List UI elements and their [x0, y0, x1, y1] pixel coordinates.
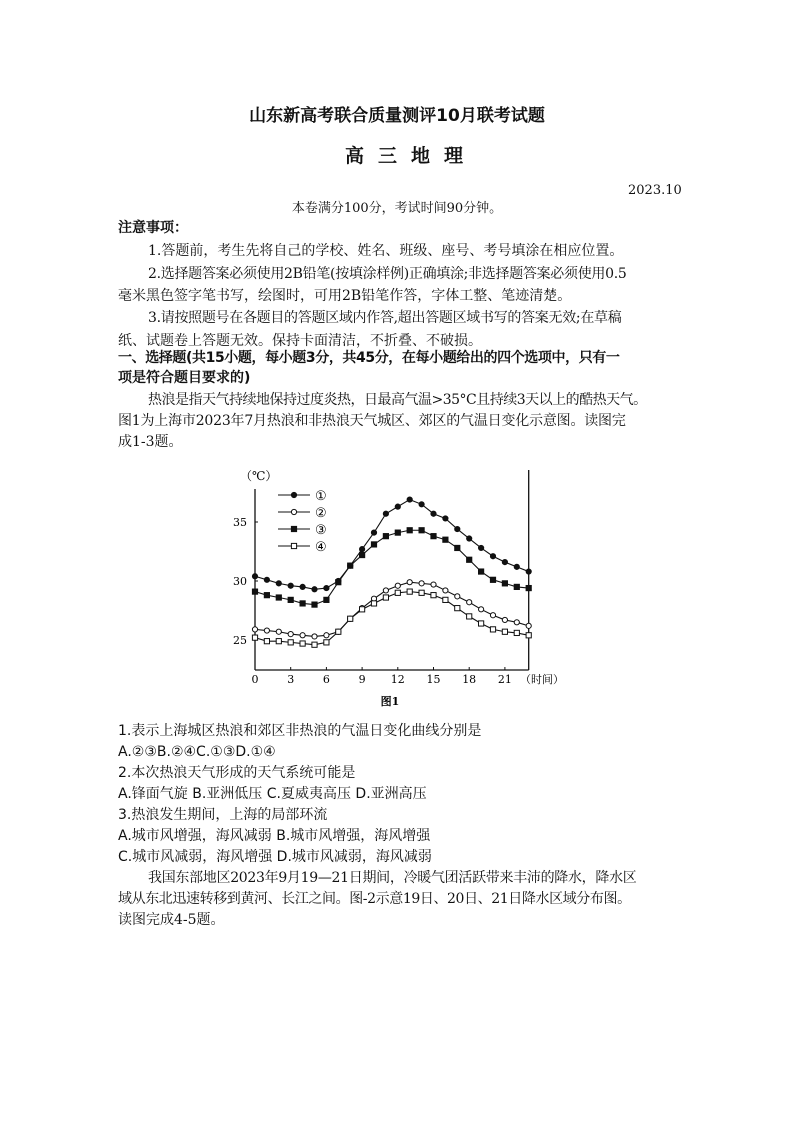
passage-line: 读图完成4-5题。 [118, 912, 225, 928]
x-tick-label: 21 [497, 673, 512, 686]
x-tick-label: 15 [426, 673, 441, 686]
data-point [252, 574, 257, 579]
data-point [443, 516, 448, 521]
data-point [336, 629, 341, 634]
data-point [490, 577, 495, 582]
data-point [407, 528, 412, 533]
passage-line: 域从东北迅速转移到黄河、长江之间。图-2示意19日、20日、21日降水区域分布图。 [118, 891, 631, 907]
data-point [395, 590, 400, 595]
notice-line: 毫米黑色签字笔书写，绘图时，可用2B铅笔作答，字体工整、笔迹清楚。 [118, 288, 572, 304]
data-point [252, 589, 257, 594]
legend-label: ② [315, 506, 327, 521]
y-tick-label: 30 [233, 575, 247, 588]
data-point [288, 640, 293, 645]
data-point [419, 590, 424, 595]
data-point [479, 621, 484, 626]
data-point [252, 627, 257, 632]
legend-marker [291, 543, 296, 548]
x-tick-label: 12 [390, 673, 405, 686]
legend-label: ④ [315, 540, 327, 555]
data-point [312, 634, 317, 639]
question-options: A.锋面气旋 B.亚洲低压 C.夏威夷高压 D.亚洲高压 [118, 786, 427, 802]
data-point [526, 569, 531, 574]
data-point [514, 630, 519, 635]
data-point [490, 613, 495, 618]
data-point [455, 606, 460, 611]
data-point [431, 593, 436, 598]
data-point [502, 617, 507, 622]
data-point [324, 633, 329, 638]
data-point [383, 595, 388, 600]
question-stem: 3.热浪发生期间，上海的局部环流 [118, 807, 328, 823]
data-point [479, 545, 484, 550]
data-point [443, 537, 448, 542]
data-point [264, 639, 269, 644]
data-point [276, 629, 281, 634]
intro-line: 图1为上海市2023年7月热浪和非热浪天气城区、郊区的气温日变化示意图。读图完 [118, 413, 626, 429]
data-point [443, 597, 448, 602]
series-4 [252, 589, 531, 647]
x-tick-label: 18 [462, 673, 477, 686]
data-point [514, 620, 519, 625]
legend-marker [291, 509, 296, 514]
data-point [407, 580, 412, 585]
data-point [383, 511, 388, 516]
question-options: A.②③B.②④C.①③D.①④ [118, 744, 276, 760]
x-tick-label: 0 [251, 673, 259, 686]
data-point [336, 580, 341, 585]
data-point [490, 554, 495, 559]
data-point [467, 614, 472, 619]
data-point [264, 577, 269, 582]
data-point [395, 504, 400, 509]
data-point [324, 585, 329, 590]
data-point [431, 534, 436, 539]
passage-line: 我国东部地区2023年9月19—21日期间，冷暖气团活跃带来丰沛的降水，降水区 [148, 870, 637, 886]
notice-heading: 注意事项： [118, 220, 188, 236]
data-point [276, 639, 281, 644]
x-axis-label: （时间） [520, 673, 564, 686]
data-point [502, 629, 507, 634]
data-point [288, 597, 293, 602]
intro-line: 热浪是指天气持续地保持过度炎热，日最高气温>35°C且持续3天以上的酷热天气。 [148, 392, 647, 408]
data-point [252, 635, 257, 640]
legend-marker [291, 492, 296, 497]
notice-line: 2.选择题答案必须使用2B铅笔(按填涂样例)正确填涂;非选择题答案必须使用0.5 [148, 266, 627, 282]
data-point [443, 588, 448, 593]
legend-label: ① [315, 489, 327, 504]
data-point [502, 581, 507, 586]
series-2 [252, 580, 531, 639]
data-point [360, 607, 365, 612]
exam-subject: 高三地理 [344, 145, 477, 167]
data-point [455, 594, 460, 599]
data-point [419, 502, 424, 507]
data-point [419, 581, 424, 586]
exam-title: 山东新高考联合质量测评10月联考试题 [249, 106, 545, 126]
data-point [383, 534, 388, 539]
data-point [371, 601, 376, 606]
data-point [455, 545, 460, 550]
data-point [467, 600, 472, 605]
data-point [348, 616, 353, 621]
legend-label: ③ [315, 523, 327, 538]
data-point [312, 642, 317, 647]
data-point [300, 641, 305, 646]
data-point [526, 585, 531, 590]
data-point [479, 607, 484, 612]
data-point [514, 584, 519, 589]
data-point [383, 588, 388, 593]
x-tick-label: 3 [287, 673, 295, 686]
data-point [490, 627, 495, 632]
data-point [300, 601, 305, 606]
data-point [431, 582, 436, 587]
data-point [395, 530, 400, 535]
question-options: A.城市风增强，海风减弱 B.城市风增强，海风增强 [118, 828, 431, 844]
exam-date: 2023.10 [628, 183, 682, 198]
question-stem: 2.本次热浪天气形成的天气系统可能是 [118, 765, 356, 781]
notice-line: 1.答题前，考生先将自己的学校、姓名、班级、座号、考号填涂在相应位置。 [148, 243, 624, 259]
data-point [526, 633, 531, 638]
notice-line: 纸、试题卷上答题无效。保持卡面清洁，不折叠、不破损。 [118, 333, 482, 349]
temperature-chart [220, 460, 580, 715]
data-point [502, 560, 507, 565]
question-stem: 1.表示上海城区热浪和郊区非热浪的气温日变化曲线分别是 [118, 723, 482, 739]
data-point [467, 536, 472, 541]
intro-line: 成1-3题。 [118, 434, 183, 450]
data-point [300, 633, 305, 638]
data-point [348, 563, 353, 568]
data-point [276, 581, 281, 586]
data-point [419, 528, 424, 533]
data-point [455, 526, 460, 531]
data-point [324, 640, 329, 645]
data-point [514, 564, 519, 569]
y-axis-label: （℃） [240, 469, 278, 483]
data-point [371, 542, 376, 547]
x-tick-label: 9 [358, 673, 366, 686]
data-point [360, 552, 365, 557]
legend-marker [291, 526, 296, 531]
notice-line: 3.请按照题号在各题目的答题区域内作答,超出答题区域书写的答案无效;在草稿 [148, 310, 622, 326]
data-point [431, 511, 436, 516]
data-point [312, 587, 317, 592]
y-tick-label: 25 [233, 634, 247, 647]
data-point [264, 628, 269, 633]
data-point [371, 530, 376, 535]
data-point [526, 623, 531, 628]
data-point [312, 602, 317, 607]
score-info: 本卷满分100分，考试时间90分钟。 [291, 201, 503, 216]
data-point [467, 557, 472, 562]
data-point [276, 595, 281, 600]
series-line [255, 592, 529, 645]
section-heading: 一、选择题(共15小题，每小题3分，共45分，在每小题给出的四个选项中，只有一 [118, 350, 620, 366]
data-point [300, 584, 305, 589]
y-tick-label: 35 [233, 516, 247, 529]
x-tick-label: 6 [322, 673, 330, 686]
data-point [324, 597, 329, 602]
series-line [255, 582, 529, 636]
data-point [288, 583, 293, 588]
chart-caption: 图1 [380, 695, 400, 708]
section-heading: 项是符合题目要求的) [118, 370, 251, 386]
question-options: C.城市风减弱，海风增强 D.城市风减弱，海风减弱 [118, 849, 432, 865]
data-point [288, 632, 293, 637]
series-line [255, 530, 529, 604]
data-point [360, 547, 365, 552]
data-point [264, 593, 269, 598]
data-point [395, 583, 400, 588]
data-point [479, 569, 484, 574]
data-point [407, 589, 412, 594]
data-point [407, 497, 412, 502]
